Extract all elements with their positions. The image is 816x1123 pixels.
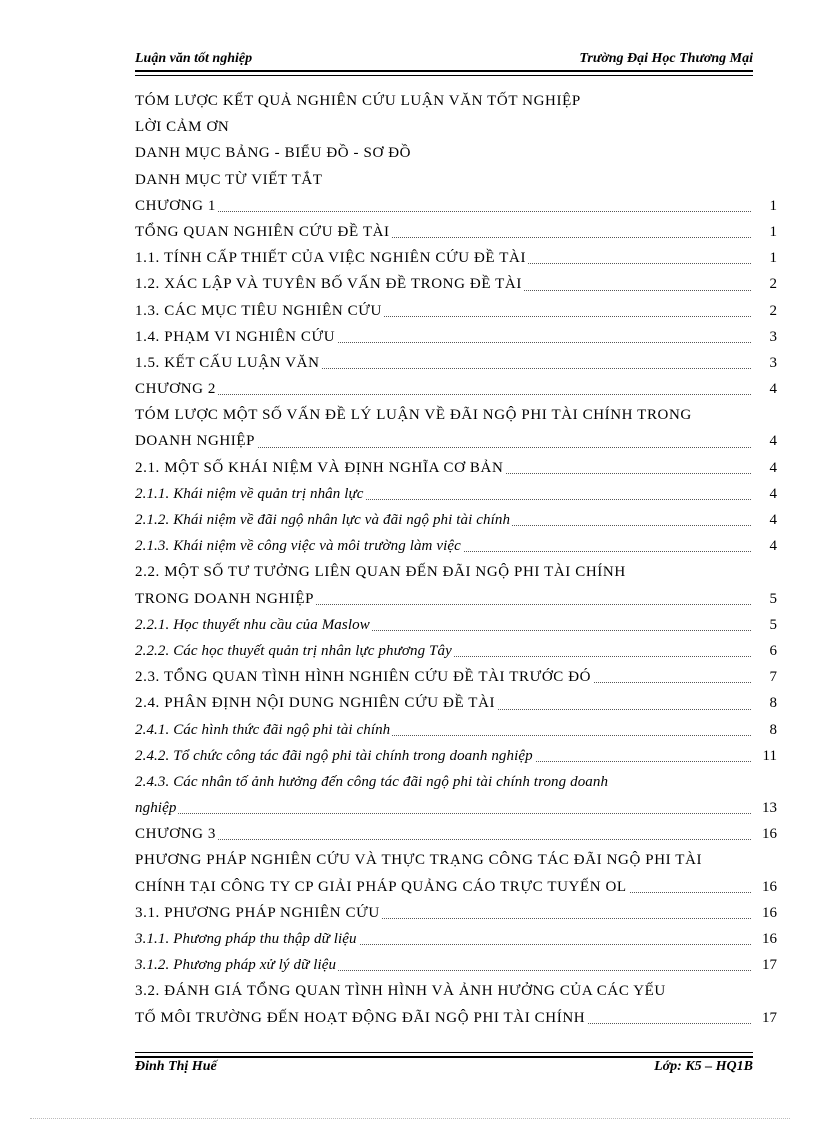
toc-entry-title: 1.1. TÍNH CẤP THIẾT CỦA VIỆC NGHIÊN CỨU ĐỀ TÀI	[135, 250, 527, 267]
toc-entry-title: 1.2. XÁC LẬP VÀ TUYÊN BỐ VẤN ĐỀ TRONG ĐỀ TÀI	[135, 276, 522, 293]
toc-entry-title: 3.1.1. Phương pháp thu thập dữ liệu	[135, 931, 357, 947]
header-university-name: Trường Đại Học Thương Mại	[579, 51, 753, 66]
toc-entry-title: TÓM LƯỢC MỘT SỐ VẤN ĐỀ LÝ LUẬN VỀ ĐÃI NGỘ PHI TÀI CHÍNH TRONG	[135, 407, 692, 424]
toc-entry	[135, 900, 777, 926]
toc-page-number: 16	[762, 878, 777, 895]
toc-entry-title: 3.1.2. Phương pháp xử lý dữ liệu	[135, 957, 337, 974]
toc-entry	[135, 298, 777, 324]
toc-entry	[135, 402, 777, 428]
toc-entry	[135, 481, 777, 507]
toc-page-number: 3	[769, 354, 777, 371]
toc-entry	[135, 245, 777, 271]
toc-leader-dots	[135, 813, 751, 814]
toc-entry	[135, 586, 777, 612]
toc-entry	[135, 795, 777, 821]
toc-entry-title: 2.2.1. Học thuyết nhu cầu của Maslow	[135, 616, 370, 633]
toc-entry-title: 2.4.3. Các nhân tố ảnh hưởng đến công tác đãi ngộ phi tài chính trong doanh	[135, 773, 609, 790]
toc-page-number: 13	[762, 800, 777, 817]
footer-rule-thin	[135, 1052, 753, 1053]
toc-entry	[135, 664, 777, 690]
toc-entry	[135, 533, 777, 559]
toc-page-number: 1	[769, 223, 777, 240]
toc-entry	[135, 455, 777, 481]
toc-page-number: 7	[769, 669, 777, 686]
toc-page-number: 16	[762, 826, 777, 843]
toc-page-number: 3	[769, 328, 777, 345]
toc-page-number: 4	[769, 485, 777, 502]
toc-entry	[135, 324, 777, 350]
toc-page-number: 2	[769, 302, 777, 319]
toc-entry-title: 1.3. CÁC MỤC TIÊU NGHIÊN CỨU	[135, 302, 382, 319]
footer-author-name: Đinh Thị Huế	[135, 1059, 217, 1074]
toc-page-number: 16	[762, 904, 777, 921]
toc-entry	[135, 926, 777, 952]
toc-entry-title: CHƯƠNG 3	[135, 826, 217, 843]
toc-entry-title: 2.1. MỘT SỐ KHÁI NIỆM VÀ ĐỊNH NGHĨA CƠ BẢN	[135, 459, 504, 476]
toc-entry-title: TRONG DOANH NGHIỆP	[135, 590, 315, 607]
toc-entry-title: CHÍNH TẠI CÔNG TY CP GIẢI PHÁP QUẢNG CÁO TRỰC TUYẾN OL	[135, 878, 627, 895]
toc-entry-title: 3.2. ĐÁNH GIÁ TỔNG QUAN TÌNH HÌNH VÀ ẢNH HƯỞNG CỦA CÁC YẾU	[135, 983, 666, 1000]
toc-entry-title: TỐ MÔI TRƯỜNG ĐẾN HOẠT ĐỘNG ĐÃI NGỘ PHI TÀI CHÍNH	[135, 1009, 586, 1026]
header-rule-thick	[135, 70, 753, 72]
toc-page-number: 17	[762, 1009, 777, 1026]
toc-page-number: 4	[769, 538, 777, 555]
toc-page-number: 2	[769, 276, 777, 293]
page-edge-divider	[30, 1118, 790, 1119]
toc-page-number: 11	[762, 747, 777, 764]
toc-entry	[135, 638, 777, 664]
toc-entry	[135, 507, 777, 533]
toc-entry-title: 2.4.2. Tổ chức công tác đãi ngộ phi tài chính trong doanh nghiệp	[135, 747, 533, 764]
toc-entry-title: 1.4. PHẠM VI NGHIÊN CỨU	[135, 328, 336, 345]
toc-leader-dots	[135, 839, 751, 840]
toc-leader-dots	[135, 211, 751, 212]
toc-entry	[135, 376, 777, 402]
toc-entry-title: 2.1.2. Khái niệm về đãi ngộ nhân lực và đãi ngộ phi tài chính	[135, 512, 511, 528]
toc-entry-title: DANH MỤC TỪ VIẾT TẮT	[135, 171, 323, 188]
toc-entry	[135, 559, 777, 585]
toc-page-number: 8	[769, 695, 777, 712]
toc-entry	[135, 1005, 777, 1031]
page-footer	[135, 1059, 753, 1079]
toc-entry-title: nghiệp	[135, 800, 177, 817]
toc-entry	[135, 874, 777, 900]
toc-entry-title: 2.4. PHÂN ĐỊNH NỘI DUNG NGHIÊN CỨU ĐỀ TÀI	[135, 695, 496, 712]
toc-entry-title: 2.2. MỘT SỐ TƯ TƯỞNG LIÊN QUAN ĐẾN ĐÃI NGỘ PHI TÀI CHÍNH	[135, 564, 626, 581]
toc-leader-dots	[135, 394, 751, 395]
toc-page-number: 6	[769, 642, 777, 659]
toc-page-number: 1	[769, 197, 777, 214]
toc-entry	[135, 717, 777, 743]
toc-entry	[135, 769, 777, 795]
toc-entry-title: DANH MỤC BẢNG - BIỂU ĐỒ - SƠ ĐỒ	[135, 145, 412, 162]
toc-entry	[135, 193, 777, 219]
toc-entry	[135, 847, 777, 873]
toc-entry-title: 2.4.1. Các hình thức đãi ngộ phi tài chính	[135, 721, 391, 738]
toc-entry	[135, 821, 777, 847]
toc-page-number: 4	[769, 459, 777, 476]
footer-rule-thick	[135, 1056, 753, 1058]
toc-page-number: 1	[769, 250, 777, 267]
toc-entry	[135, 952, 777, 978]
toc-entry	[135, 690, 777, 716]
toc-entry	[135, 428, 777, 454]
toc-entry-title: CHƯƠNG 2	[135, 381, 217, 398]
header-thesis-label: Luận văn tốt nghiệp	[135, 51, 253, 66]
toc-entry	[135, 167, 777, 193]
toc-entry-title: TÓM LƯỢC KẾT QUẢ NGHIÊN CỨU LUẬN VĂN TỐT NGHIỆP	[135, 93, 581, 109]
toc-entry-title: 2.1.1. Khái niệm về quản trị nhân lực	[135, 485, 364, 502]
toc-page-number: 17	[762, 957, 777, 974]
toc-entry	[135, 743, 777, 769]
toc-entry-title: CHƯƠNG 1	[135, 197, 217, 214]
toc-page-number: 5	[769, 590, 777, 607]
toc-page-number: 8	[769, 721, 777, 738]
toc-entry-title: 1.5. KẾT CẤU LUẬN VĂN	[135, 354, 320, 371]
toc-page-number: 4	[769, 381, 777, 398]
toc-entry-title: 2.2.2. Các học thuyết quản trị nhân lực phương Tây	[135, 642, 452, 659]
toc-entry-title: 2.1.3. Khái niệm về công việc và môi trường làm việc	[135, 538, 461, 555]
toc-entry-title: TỔNG QUAN NGHIÊN CỨU ĐỀ TÀI	[135, 223, 390, 240]
toc-entry	[135, 219, 777, 245]
toc-page-number: 4	[769, 433, 777, 450]
toc-entry	[135, 114, 777, 140]
toc-entry	[135, 88, 777, 114]
toc-entry	[135, 350, 777, 376]
toc-entry-title: 3.1. PHƯƠNG PHÁP NGHIÊN CỨU	[135, 904, 380, 921]
page-header	[135, 49, 753, 71]
toc-page-number: 5	[769, 616, 777, 633]
toc-page-number: 16	[762, 931, 777, 947]
toc-entry-title: 2.3. TỔNG QUAN TÌNH HÌNH NGHIÊN CỨU ĐỀ TÀI TRƯỚC ĐÓ	[135, 669, 592, 686]
toc-entry-title: DOANH NGHIỆP	[135, 433, 256, 450]
footer-class-label: Lớp: K5 – HQ1B	[654, 1059, 753, 1074]
toc-entry-title: PHƯƠNG PHÁP NGHIÊN CỨU VÀ THỰC TRẠNG CÔNG TÁC ĐÃI NGỘ PHI TÀI	[135, 852, 703, 869]
toc-page-number: 4	[769, 512, 777, 528]
toc-entry	[135, 140, 777, 166]
toc-entry	[135, 271, 777, 297]
header-rule-thin	[135, 75, 753, 76]
toc-entry-title: LỜI CẢM ƠN	[135, 119, 230, 136]
toc-entry	[135, 978, 777, 1004]
table-of-contents	[135, 88, 777, 1031]
toc-entry	[135, 612, 777, 638]
